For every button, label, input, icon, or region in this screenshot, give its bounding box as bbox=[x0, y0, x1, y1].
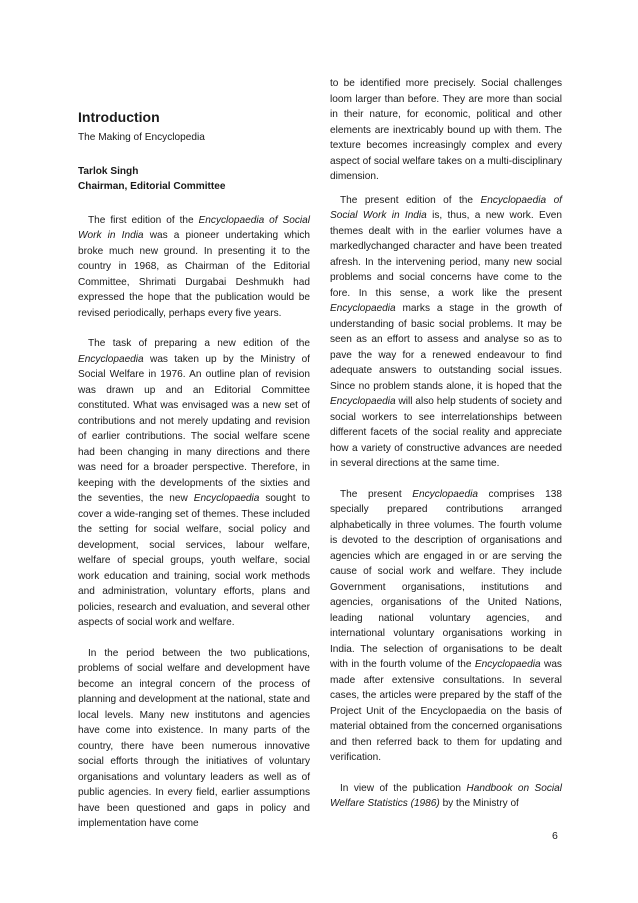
page-number: 6 bbox=[552, 830, 558, 842]
subtitle: The Making of Encyclopedia bbox=[78, 132, 205, 143]
page-title: Introduction bbox=[78, 109, 160, 125]
left-column bbox=[78, 108, 310, 847]
paragraph-contributions: The present Encyclopaedia comprises 138 specially prepared contributions arranged alphabetically in three volumes. The fourth volume is devoted to the description of organisations and agencies which are engaged in or are serving the cause of social work and welfare. They include Government organisations, institutions and agencies, organisations of the United Nations, leading national voluntary agencies, and international voluntary organisations working in India. The selection of organisations to be dealt with in the fourth volume of the Encyclopaedia was made after extensive consultations. In several cases, the articles were prepared by the staff of the Project Unit of the Encyclopaedia on the basis of material obtained from the concerned organisations and then referred back to them for updating and verification. bbox=[330, 488, 562, 763]
author-role: Chairman, Editorial Committee bbox=[78, 181, 226, 192]
paragraph-period-between: In the period between the two publications, problems of social welfare and development have become an integral concern of the process of planning and development at the national, state and local levels. Many new institutons and agencies have come into existence. In many parts of the country, there have been numerous innovative social efforts through the initiatives of voluntary organisations and voluntary leaders as well as of public agencies. In every field, earlier assumptions have been questioned and gaps in policy and implementation have come bbox=[78, 647, 310, 829]
paragraph-continuation: to be identified more precisely. Social challenges loom larger than before. They are more than social in their nature, for economic, political and other elements are inextricably bound up with them. The texture becomes increasingly complex and every aspect of social welfare takes on a multi-disciplinary dimension. bbox=[330, 78, 562, 182]
paragraph-first-edition: The first edition of the Encyclopaedia of Social Work in India was a pioneer undertaking which broke much new ground. In presenting it to the country in 1968, as Chairman of the Editorial Committee, Shrimati Durgabai Deshmukh had expressed the hope that the publication would be revised periodically, perhaps every five years. bbox=[78, 214, 310, 319]
paragraph-present-edition: The present edition of the Encyclopaedia of Social Work in India is, thus, a new work. Even themes dealt with in the earlier volumes have a markedlychanged character and have been treated afresh. In the intervening period, many new social problems and social concerns have come to the fore. In this sense, a work like the present Encyclopaedia marks a stage in the growth of understanding of basic social problems. It may be seen as an effort to assess and analyse so as to pave the way for a renewed endeavour to find adequate answers to outstanding social issues. Since no problem stands alone, it is hoped that the Encyclopaedia will also help students of society and social workers to see interrelationships between different facets of the social reality and appreciate how a variety of constructive advances are needed in several directions at the same time. bbox=[330, 194, 562, 469]
right-column bbox=[330, 76, 562, 827]
author-name: Tarlok Singh bbox=[78, 165, 139, 177]
paragraph-handbook: In view of the publication Handbook on Social Welfare Statistics (1986) by the Ministry of bbox=[330, 782, 562, 809]
paragraph-new-edition-task: The task of preparing a new edition of the Encyclopaedia was taken up by the Ministry of Social Welfare in 1976. An outline plan of revision was drawn up and an Editorial Committee constituted. What was envisaged was a new set of contributions and not merely updating and revision of earlier contributions. The social welfare scene had been changing in many directions and there was need for a broader perspective. Therefore, in keeping with the developments of the sixties and the seventies, the new Encyclopaedia sought to cover a wide-ranging set of themes. These included the setting for social welfare, social policy and development, social services, labour welfare, welfare of special groups, youth welfare, social work education and training, social work methods and administration, voluntary efforts, plans and policies, research and evaluation, and several other aspects of social work and welfare. bbox=[78, 338, 310, 628]
